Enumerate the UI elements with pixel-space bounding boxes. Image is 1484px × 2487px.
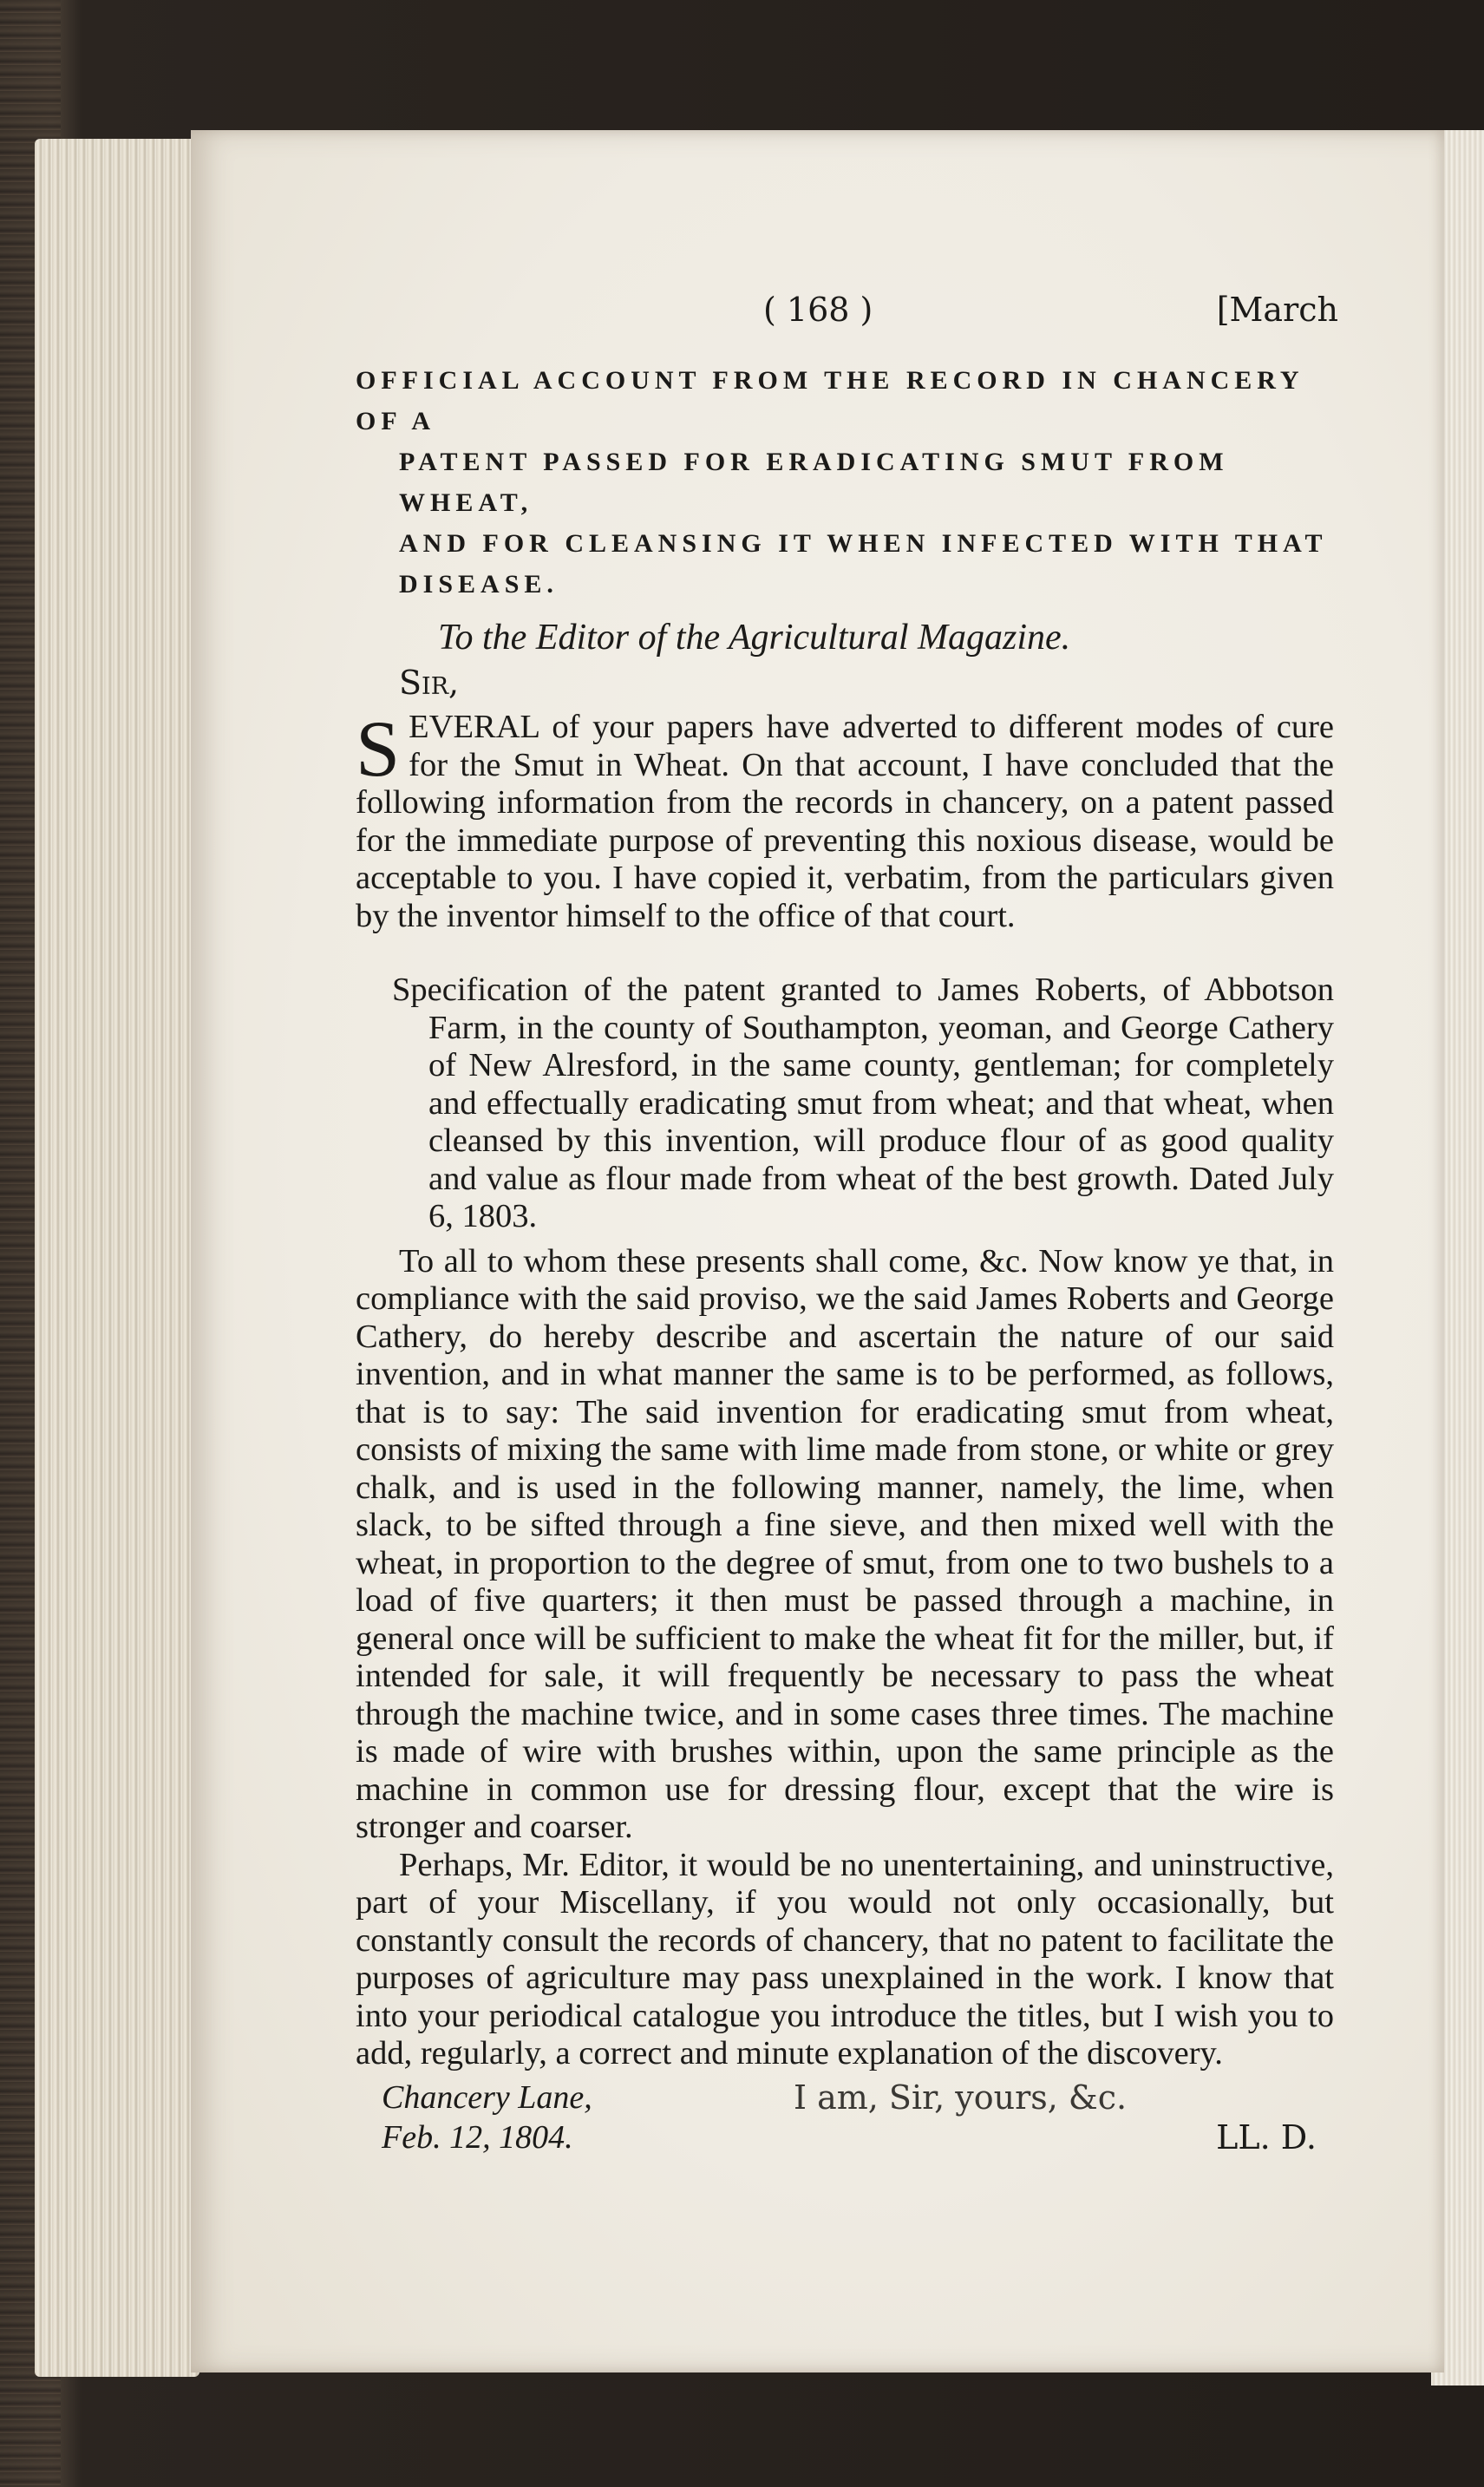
page-stack-edge xyxy=(35,139,199,2377)
headline-line-3: AND FOR CLEANSING IT WHEN INFECTED WITH THAT xyxy=(399,529,1328,558)
article-headline xyxy=(356,360,1334,605)
headline-line-1: OFFICIAL ACCOUNT FROM THE RECORD IN CHANCERY OF A xyxy=(356,366,1304,435)
salutation: Sir, xyxy=(399,664,460,702)
page-number: ( 168 ) xyxy=(763,291,873,329)
page-header xyxy=(356,291,1338,351)
signoff-closing: I am, Sir, yours, &c. xyxy=(794,2078,1128,2117)
page-text xyxy=(356,291,1338,2165)
signoff-date: Feb. 12, 1804. xyxy=(382,2118,573,2156)
signoff xyxy=(356,2078,1334,2165)
running-head: [March xyxy=(1216,291,1338,329)
patent-specification: Specification of the patent granted to James Roberts, of Abbotson Farm, in the county of Southampton, yeoman, and George Cathery of New Alresford, in the same county, gentleman; for completely and effectually eradicating smut from wheat; and that wheat, when cleansed by this invention, will produce flour of as good quality and value as flour made from wheat of the best growth. Dated July 6, 1803. xyxy=(392,972,1334,1234)
editor-address: To the Editor of the Agricultural Magazine. xyxy=(438,618,1071,658)
signoff-initials: LL. D. xyxy=(1216,2117,1317,2156)
headline-line-2: PATENT PASSED FOR ERADICATING SMUT FROM WHEAT, xyxy=(399,448,1229,517)
body-paragraph-1: To all to whom these presents shall come, &c. Now know ye that, in compliance with the said proviso, we the said James Roberts and George Cathery, do hereby describe and ascertain the nature of our said invention, and in what manner the same is to be performed, as follows, that is to say: The said invention for eradicating smut from wheat, consists of mixing the same with lime made from stone, or white or grey chalk, and is used in the following manner, namely, the lime, when slack, to be sifted through a fine sieve, and then mixed well with the wheat, in proportion to the degree of smut, from one to two bushels to a load of five quarters; it then must be passed through a machine, in general once will be sufficient to make the wheat fit for the miller, but, if intended for sale, it will frequently be necessary to pass the wheat through the machine twice, and in some cases three times. The machine is made of wire with brushes within, upon the same principle as the machine in common use for dressing flour, except that the wire is stronger and coarser. xyxy=(356,1242,1334,1845)
headline-line-4: DISEASE. xyxy=(399,570,559,599)
letter-opening xyxy=(356,704,1334,935)
drop-cap: S xyxy=(356,704,401,793)
body-paragraph-2: Perhaps, Mr. Editor, it would be no unentertaining, and uninstructive, part of your Miscellany, if you would not only occasionally, but constantly consult the records of chancery, that no patent to facilitate the purposes of agriculture may pass unexplained in the work. I know that into your periodical catalogue you introduce the titles, but I wish you to add, regularly, a correct and minute explanation of the discovery. xyxy=(356,1846,1334,2071)
signoff-place: Chancery Lane, xyxy=(382,2078,592,2116)
letter-opening-text: EVERAL of your papers have adverted to different modes of cure for the Smut in Wheat. On that account, I have concluded that the following information from the records in chancery, on a patent passed for the immediate purpose of preventing this noxious disease, would be acceptable to you. I have copied it, verbatim, from the particulars given by the inventor himself to the office of that court. xyxy=(356,709,1334,934)
